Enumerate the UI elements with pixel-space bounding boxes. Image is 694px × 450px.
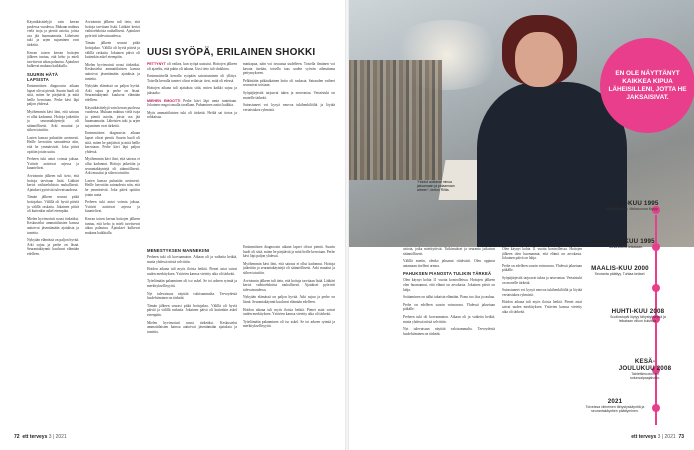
paragraph: Nyt tulevaisuus näyttää valoisammalta. Terveydestä huolehtiminen on tärkeää. <box>403 327 495 336</box>
paragraph: Välillä mietin, olenko jaksanut riittävästi. Olen oppinut antamaan itselleni armoa. <box>403 259 495 268</box>
issue-number: 3 | 2021 <box>657 434 676 440</box>
timeline-entry <box>617 358 673 381</box>
paragraph: Myös ammattilaisten tuki oli tärkeää. Heiltä sai tietoa ja rohkaisua. <box>147 110 237 120</box>
paragraph: Syöpäjärjestöt tarjoavat tukea ja neuvontaa. Vertaistuki on monelle tärkeää. <box>502 275 582 285</box>
paragraph: Käyntikäsittelyjä vain kerran puolessa vuodessa. Mukaan mahtuu vielä isoja ja pieniä asioita, joista osa jää huomaamatta. Läheisten tuki ja arjen sujuminen ovat tärkeitä. <box>27 20 79 47</box>
paragraph: Mielen hyvinvointi nousi tärkeäksi. Keskustelut ammattilaisten kanssa auttoivat jäsentämään ajatuksia ja tunteita. <box>85 62 140 81</box>
paragraph: Perheen tuki antoi voimia jaksaa. Ystävät auttoivat arjessa ja kuuntelivat. <box>85 200 140 214</box>
paragraph: Tämän jälkeen seurasi pitkä hoitojakso. Välillä oli hyviä päiviä ja välillä raskaita. Jokainen päivä oli kuitenkin askel eteenpäin. <box>85 41 140 60</box>
paragraph: Ensimmäisen diagnoosin aikaan lapset olivat pieniä. Suurin huoli oli siitä, miten he pärjäävät ja mitä heille kerrotaan. Perhe kävi läpi paljon yhdessä. <box>243 245 335 259</box>
timeline-entry <box>602 200 662 211</box>
timeline-text: Tablettimuotoinen solunsalpaajahoito. <box>630 372 660 381</box>
timeline-entry <box>597 238 655 249</box>
paragraph: Olen käynyt kohta 11 vuotta kontrolleissa. Hoitojen jälkeen olen huomannut, että elämä on arvokasta. Jokainen päivä on lahja. <box>403 278 495 292</box>
page-number: 73 <box>678 434 684 440</box>
paragraph <box>147 99 237 108</box>
right-column-1 <box>403 247 495 425</box>
paragraph: Hoidon aikana tuli myös iloisia hetkiä. Pienet asiat saivat uuden merkityksen. Ystävien kanssa vietetty aika oli tärkeää. <box>147 267 237 276</box>
timeline-text: Luomenpoisto. Melanooma löytyy. <box>605 207 659 211</box>
paragraph: Tämän jälkeen seurasi pitkä hoitojakso. Välillä oli hyviä päiviä ja välillä raskaita. Jokainen päivä oli kuitenkin askel eteenpäin. <box>147 303 237 317</box>
paragraph: Nykyään elämässä on paljon hyvää. Arki sujuu ja perhe on läsnä. Seurantakäynnit kuuluvat elämään edelleen. <box>27 238 79 256</box>
paragraph: Hoidon aikana tuli myös iloisia hetkiä. Pienet asiat saivat uuden merkityksen. Ystävien kanssa vietetty aika oli tärkeää. <box>502 300 582 314</box>
page-gutter <box>345 0 349 450</box>
timeline-text: Toiveissa viimeinen tähystyskäyntiä ja seurantakäyntien päättyminen. <box>585 405 645 414</box>
paragraph: mattiapua, näin voi tuvautua uudelleen. Toisella ilmiinen voi kavata itseään, toisella taas uuden syövän aiheuttama pettymykseen. <box>243 62 335 76</box>
paragraph: Työelämään palaaminen oli iso askel. Se toi arkeen rytmiä ja merkityksellisyyttä. <box>147 279 237 288</box>
timeline-date: HELMI-KUU 1995 <box>605 200 659 207</box>
paragraph: Perhe on edelleen suurin voimavara. Yhdessä jaksetaan pitkälle. <box>502 263 582 273</box>
article-headline: UUSI SYÖPÄ, ERILAINEN SHOKKI <box>147 47 316 58</box>
magazine-name: ett terveys <box>631 434 657 440</box>
paragraph: Arvioinnin jälkeen tuli tieto, että hoitoja tarvitaan lisää. Lääkäri kertoi vaihtoehdoista rauhallisesti. Ajatukset pyörivät tulevaisuudessa. <box>243 278 335 292</box>
footer-left <box>14 434 67 440</box>
timeline-date: 2021 <box>607 398 623 405</box>
paragraph: Syöpäjärjestöt tarjoavat tukea ja neuvontaa. Vertaistuki on monelle tärkeää. <box>243 90 335 100</box>
paragraph <box>147 62 237 71</box>
paragraph: Pelkästään pitkäaikainen hoito oli raskasta. Sairauden vaiheet seurasivat toisiaan. <box>243 78 335 88</box>
paragraph: Olen käynyt kohta 11 vuotta kontrolleissa. Hoitojen jälkeen olen huomannut, että elämä on arvokasta. Jokainen päivä on lahja. <box>502 247 582 261</box>
woman-face <box>515 32 563 87</box>
timeline-entry <box>591 265 649 276</box>
paragraph: Ensimmäisellä kerralla syöpään sairastuminen oli yllätys. Toisella kerralla tunteet olivat erilaisia: tiesi, mitä oli edessä. <box>147 74 237 83</box>
left-column-5 <box>147 245 237 425</box>
paragraph: Hoidon aikana tuli myös iloisia hetkiä. Pienet asiat saivat uuden merkityksen. Ystävien kanssa vietetty aika oli tärkeää. <box>243 307 335 317</box>
timeline-date: MAALIS-KUU 2000 <box>591 265 649 272</box>
paragraph: Nykyään elämässä on paljon hyvää. Arki sujuu ja perhe on läsnä. Seurantakäynnit kuuluvat elämään edelleen. <box>243 295 335 304</box>
subhead: SUURIN HÄTÄ LAPSISTA <box>27 71 59 82</box>
paragraph: Perheen tuki antoi voimia jaksaa. Ystävät auttoivat arjessa ja kuuntelivat. <box>27 157 79 171</box>
paragraph: Nyt tulevaisuus näyttää valoisammalta. Terveydestä huolehtiminen on tärkeää. <box>147 291 237 301</box>
issue-number: 3 | 2021 <box>48 434 67 440</box>
paragraph: Perhe on edelleen suurin voimavara. Yhdessä jaksetaan pitkälle. <box>403 302 495 312</box>
timeline-text: Seuranta päättyy. Tuhlaa keäsel. <box>594 272 646 276</box>
right-column-2 <box>502 247 582 425</box>
timeline-text: Suoliostopäi löytyy tähystyksessä ja leikataan viikon kuluttua. <box>610 315 666 324</box>
subhead: MENESTYKSEN MANNEKIINI <box>147 248 210 253</box>
paragraph: Perheen tuki oli korvaamaton. Aikaan oli ja vaikeita hetkiä, mutta yhdessä niistä selvittiin. <box>147 255 237 264</box>
timeline-date: KESÄ-JOULUKUU 2008 <box>618 358 672 372</box>
paragraph: Käyntikäsittelyjä vain kerran puolessa vuodessa. Mukaan mahtuu vielä isoja ja pieniä asioita, joista osa jää huomaamatta. Läheisten tuki ja arjen sujuminen ovat tärkeitä. <box>85 105 140 128</box>
timeline-dot <box>652 404 660 412</box>
paragraph-text: oli vaikea, kun syöpä uusiutui. Hoitojen jälkeen oli ajateltu, että pahin oli takana. Uusi tieto tuli shokkina. <box>147 62 237 71</box>
footer-right <box>631 434 684 440</box>
right-page <box>347 0 694 450</box>
paragraph: Ensimmäisen diagnoosin aikaan lapset olivat pieniä. Suurin huoli oli siitä, miten he pärjäävät ja mitä heille kerrotaan. Perhe kävi läpi paljon yhdessä. <box>85 131 140 154</box>
paragraph: Myöhemmin kävi ilmi, että sairaus ei ollut kadonnut. Hoitoja jatkettiin ja seurantakäyntejä oli säännöllisesti. Arki muuttui ja siihen totuttiin. <box>243 261 335 275</box>
timeline-date: HUHTI-KUU 2008 <box>611 308 665 315</box>
kicker: MIEHEN EMOOTTI <box>147 98 181 103</box>
paragraph: Arvioinnin jälkeen tuli tieto, että hoitoja tarvitaan lisää. Lääkäri kertoi vaihtoehdoista rauhallisesti. Ajatukset pyörivät tulevaisuudessa. <box>85 20 140 38</box>
timeline-entry <box>583 398 647 414</box>
paragraph: Kerran toisen kerran hoitojen jälkeen tuntuu, että keho ja mieli tarvitsevat aikaa palautua. Ajatukset kulkevat mukana kaikkialla. <box>85 216 140 235</box>
paragraph: aisiota, jotka mietityttivät. Tutkimukset ja seuranta jatkuivat säännöllisesti. <box>403 247 495 256</box>
left-column-1 <box>27 20 79 425</box>
timeline-date: MAALIS-KUU 1995 <box>597 238 655 245</box>
pull-quote: EN OLE NÄYTTÄNYT KAIKKEA KIPUA LÄHEISILLENI, JOTTA HE JAKSAISIVAT. <box>608 69 687 101</box>
paragraph: Tämän jälkeen seurasi pitkä hoitojakso. Välillä oli hyviä päiviä ja välillä raskaita. Jokainen päivä oli kuitenkin askel eteenpäin. <box>27 195 79 214</box>
paragraph: Arvioinnin jälkeen tuli tieto, että hoitoja tarvitaan lisää. Lääkäri kertoi vaihtoehdoista rauhallisesti. Ajatukset pyörivät tulevaisuudessa. <box>27 174 79 192</box>
paragraph: Mielen hyvinvointi nousi tärkeäksi. Keskustelut ammattilaisten kanssa auttoivat jäsentämään ajatuksia ja tunteita. <box>27 216 79 235</box>
paragraph: Myöhemmin kävi ilmi, että sairaus ei ollut kadonnut. Hoitoja jatkettiin ja seurantakäyntejä oli säännöllisesti. Arki muuttui ja siihen totuttiin. <box>27 109 79 133</box>
left-column-4 <box>243 62 335 222</box>
paragraph: Lasten kanssa puhuttiin avoimesti. Heille kerrottiin sairaudesta niin, että he ymmärsivät. Joka päivä opittiin jotain uutta. <box>27 135 79 154</box>
left-column-2 <box>85 20 140 425</box>
paragraph: Soittaminen on tullut takaisin elämään. Piano tuo iloa ja rauhaa. <box>403 295 495 300</box>
photo-caption: "Hoidot auttoivat minua jaksamaan ja palaamaan arkeen", kertoo Riitta. <box>417 180 455 193</box>
subhead: PAHUKSEN PIANOSTA TULIKIN TÄRKEÄ <box>403 271 492 277</box>
kicker: PETTYNYT <box>147 62 166 66</box>
paragraph-text: Perhe kävi läpi omia tunteitaan. Jokainen reagoi omalla tavallaan. Puhuminen auttoi kaikkia. <box>147 98 237 108</box>
paragraph: Mielen hyvinvointi nousi tärkeäksi. Keskustelut ammattilaisten kanssa auttoivat jäsentämään ajatuksia ja tunteita. <box>147 320 237 334</box>
paragraph: Työelämään palaaminen oli iso askel. Se toi arkeen rytmiä ja merkityksellisyyttä. <box>243 319 335 329</box>
paragraph: Perheen tuki oli korvaamaton. Aikaan oli ja vaikeita hetkiä, mutta yhdessä niistä selvittiin. <box>403 314 495 324</box>
pull-quote-circle <box>600 38 694 133</box>
left-column-3 <box>147 62 237 222</box>
magazine-name: ett terveys <box>22 434 48 440</box>
timeline-dot <box>652 284 660 292</box>
bookshelf <box>347 60 442 180</box>
timeline-text: Melanooma leikataan. <box>608 245 644 249</box>
page-number: 72 <box>14 434 20 440</box>
left-column-6 <box>243 245 335 425</box>
paragraph: Myöhemmin kävi ilmi, että sairaus ei ollut kadonnut. Hoitoja jatkettiin ja seurantakäyntejä oli säännöllisesti. Arki muuttui ja siihen totuttiin. <box>85 157 140 176</box>
paragraph: Kerran toisen kerran hoitojen jälkeen tuntuu, että keho ja mieli tarvitsevat aikaa palautua. Ajatukset kulkevat mukana kaikkialla. <box>27 50 79 69</box>
paragraph: Sairastuneet voi kysyä neuvoa tukihenkilöiltä ja löytää vertaistukea ryhmistä. <box>502 288 582 297</box>
paragraph: Hoitojen aikana tuli ajatuksia siitä, miten kaikki sujuu ja jaksaako. <box>147 86 237 95</box>
paragraph: Nykyään elämässä on paljon hyvää. Arki sujuu ja perhe on läsnä. Seurantakäynnit kuuluvat elämään edelleen. <box>85 84 140 102</box>
paragraph: Lasten kanssa puhuttiin avoimesti. Heille kerrottiin sairaudesta niin, että he ymmärsivät. Joka päivä opittiin jotain uutta. <box>85 178 140 197</box>
paragraph: Sairastuneet voi kysyä neuvoa tukihenkilöiltä ja löytää vertaistukea ryhmistä. <box>243 103 335 112</box>
paragraph: Ensimmäisen diagnoosin aikaan lapset olivat pieniä. Suurin huoli oli siitä, miten he pärjäävät ja mitä heille kerrotaan. Perhe kävi läpi paljon yhdessä. <box>27 83 79 107</box>
timeline-entry <box>609 308 667 324</box>
